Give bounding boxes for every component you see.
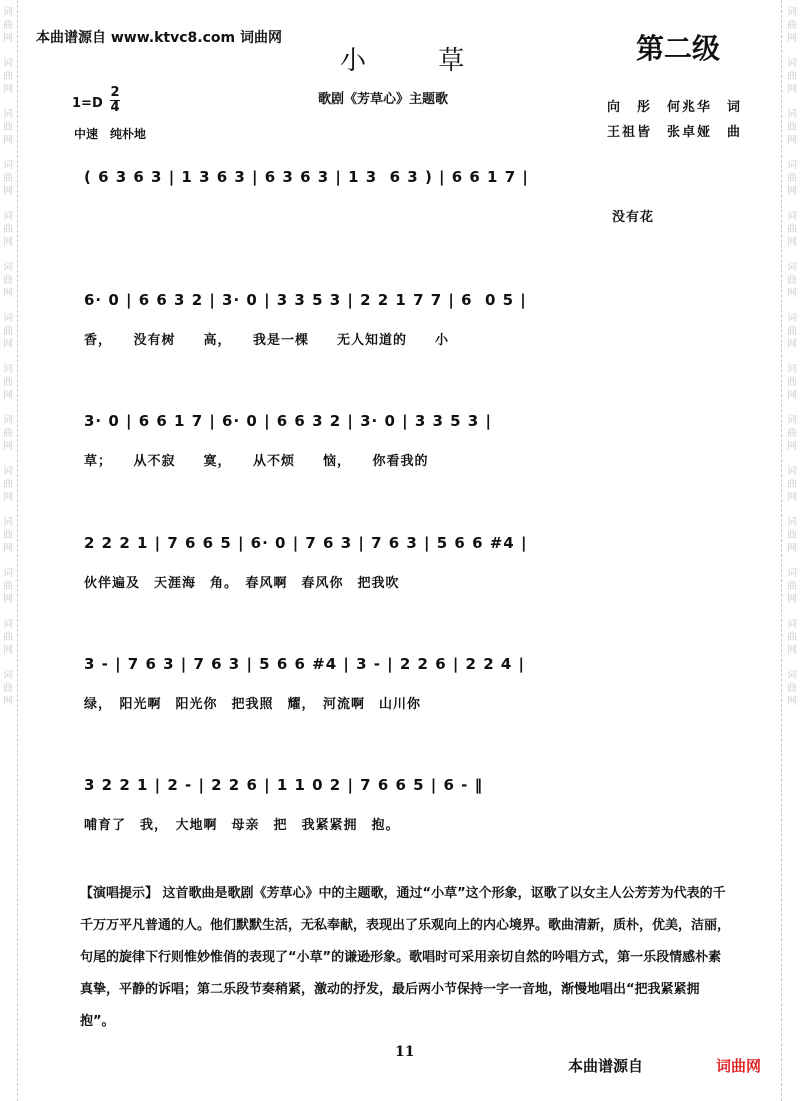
watermark-char: 曲 [787, 377, 797, 388]
right-margin-line [781, 0, 782, 1101]
watermark-char: 曲 [787, 224, 797, 235]
footer-site: 词曲网 [716, 1057, 762, 1075]
watermark-char: 网 [787, 441, 797, 452]
watermark-char: 网 [3, 594, 13, 605]
watermark-char: 词 [3, 262, 13, 273]
watermark-char: 网 [787, 696, 797, 707]
watermark-unit [787, 306, 797, 357]
watermark-unit [3, 357, 13, 408]
watermark-char: 网 [3, 696, 13, 707]
watermark-unit [3, 561, 13, 612]
notes-line-2: 6· 0 | 6 6 3 2 | 3· 0 | 3 3 5 3 | 2 2 1 7 7 | 6 0 5 | [84, 291, 527, 309]
key-signature: 1=D [72, 96, 103, 111]
lyrics-line-6: 哺育了 我， 大地啊 母亲 把 我紧紧拥 抱。 [84, 818, 400, 833]
watermark-char: 词 [3, 211, 13, 222]
watermark-unit [787, 357, 797, 408]
watermark-char: 词 [787, 517, 797, 528]
watermark-char: 词 [787, 211, 797, 222]
watermark-char: 词 [787, 313, 797, 324]
watermark-char: 词 [3, 58, 13, 69]
watermark-char: 词 [3, 313, 13, 324]
watermark-char: 曲 [787, 122, 797, 133]
watermark-char: 词 [787, 109, 797, 120]
watermark-char: 词 [787, 7, 797, 18]
watermark-unit [3, 153, 13, 204]
watermark-char: 网 [3, 492, 13, 503]
time-signature [110, 86, 120, 115]
meter-bottom: 4 [110, 100, 120, 115]
watermark-char: 词 [3, 7, 13, 18]
watermark-unit [787, 663, 797, 714]
left-watermark [0, 0, 16, 1101]
lyricist-credit: 向 彤 何兆华 词 [607, 100, 743, 115]
watermark-unit [3, 510, 13, 561]
watermark-char: 曲 [787, 479, 797, 490]
watermark-char: 曲 [3, 275, 13, 286]
watermark-char: 词 [787, 619, 797, 630]
watermark-char: 曲 [787, 632, 797, 643]
watermark-char: 网 [3, 84, 13, 95]
page-number: 11 [395, 1044, 415, 1060]
song-title: 小 草 [340, 46, 497, 76]
watermark-char: 网 [3, 288, 13, 299]
meter-top: 2 [110, 85, 120, 100]
hint-text: 这首歌曲是歌剧《芳草心》中的主题歌，通过“小草”这个形象，讴歌了以女主人公芳芳为代表的千千万万平凡普通的人。他们默默生活，无私奉献，表现出了乐观向上的内心境界。歌曲清新，质朴，优美，洁丽，句尾的旋律下行则惟妙惟俏的表现了“小草”的谦逊形象。歌唱时可采用亲切自然的吟唱方式，第一乐段情感朴素真挚，平静的诉唱；第二乐段节奏稍紧，激动的抒发，最后两小节保持一字一音地，渐慢地唱出“把我紧紧拥抱”。 [80, 886, 731, 1029]
watermark-char: 曲 [3, 71, 13, 82]
watermark-char: 网 [3, 390, 13, 401]
watermark-unit [787, 51, 797, 102]
watermark-unit [787, 612, 797, 663]
watermark-char: 网 [3, 645, 13, 656]
watermark-char: 曲 [787, 683, 797, 694]
notes-line-3: 3· 0 | 6 6 1 7 | 6· 0 | 6 6 3 2 | 3· 0 | 3 3 5 3 | [84, 412, 492, 430]
watermark-char: 网 [3, 135, 13, 146]
notes-line-1: ( 6 3 6 3 | 1 3 6 3 | 6 3 6 3 | 1 3 6 3 ) | 6 6 1 7 | [84, 168, 529, 186]
watermark-char: 词 [3, 160, 13, 171]
watermark-unit [787, 561, 797, 612]
watermark-unit [3, 306, 13, 357]
watermark-char: 网 [787, 84, 797, 95]
watermark-unit [3, 459, 13, 510]
tempo-marking: 中速 纯朴地 [74, 127, 147, 141]
hint-label: 【演唱提示】 [80, 886, 159, 901]
watermark-char: 网 [787, 186, 797, 197]
notes-line-5: 3 - | 7 6 3 | 7 6 3 | 5 6 6 #4 | 3 - | 2 2 6 | 2 2 4 | [84, 655, 526, 673]
watermark-char: 曲 [787, 173, 797, 184]
watermark-char: 曲 [787, 428, 797, 439]
watermark-char: 曲 [787, 530, 797, 541]
watermark-unit [787, 153, 797, 204]
watermark-char: 词 [787, 160, 797, 171]
watermark-char: 网 [3, 33, 13, 44]
watermark-char: 词 [787, 415, 797, 426]
watermark-char: 曲 [3, 632, 13, 643]
watermark-char: 网 [3, 543, 13, 554]
watermark-char: 词 [3, 364, 13, 375]
watermark-char: 网 [787, 645, 797, 656]
watermark-char: 网 [787, 594, 797, 605]
watermark-char: 词 [3, 619, 13, 630]
watermark-unit [3, 51, 13, 102]
lyrics-line-4: 伙伴遍及 天涯海 角。 春风啊 春风你 把我吹 [84, 576, 400, 591]
watermark-char: 曲 [3, 326, 13, 337]
watermark-char: 网 [787, 390, 797, 401]
watermark-char: 曲 [787, 326, 797, 337]
watermark-char: 曲 [787, 71, 797, 82]
watermark-char: 曲 [3, 20, 13, 31]
watermark-unit [3, 663, 13, 714]
watermark-char: 网 [787, 339, 797, 350]
watermark-char: 词 [3, 415, 13, 426]
watermark-char: 词 [3, 670, 13, 681]
watermark-char: 词 [3, 568, 13, 579]
watermark-char: 词 [787, 364, 797, 375]
watermark-char: 词 [3, 466, 13, 477]
watermark-char: 曲 [787, 581, 797, 592]
watermark-char: 词 [3, 517, 13, 528]
watermark-char: 网 [787, 543, 797, 554]
level-label: 第二级 [636, 32, 721, 65]
watermark-char: 词 [787, 670, 797, 681]
singing-hint [80, 878, 730, 1038]
notes-line-4: 2 2 2 1 | 7 6 6 5 | 6· 0 | 7 6 3 | 7 6 3 | 5 6 6 #4 | [84, 534, 528, 552]
watermark-char: 曲 [3, 173, 13, 184]
watermark-char: 曲 [3, 122, 13, 133]
watermark-char: 网 [3, 441, 13, 452]
song-subtitle: 歌剧《芳草心》主题歌 [318, 92, 449, 107]
composer-credit: 王祖皆 张卓娅 曲 [607, 125, 743, 140]
watermark-char: 网 [3, 186, 13, 197]
right-watermark [784, 0, 800, 1101]
lyrics-line-3: 草； 从不寂 寞， 从不烦 恼， 你看我的 [84, 454, 429, 469]
watermark-char: 曲 [787, 275, 797, 286]
watermark-unit [3, 408, 13, 459]
watermark-char: 网 [787, 492, 797, 503]
watermark-char: 网 [787, 237, 797, 248]
watermark-char: 曲 [3, 530, 13, 541]
watermark-char: 词 [787, 466, 797, 477]
watermark-char: 曲 [3, 377, 13, 388]
watermark-char: 词 [3, 109, 13, 120]
watermark-unit [787, 0, 797, 51]
watermark-unit [3, 102, 13, 153]
watermark-char: 曲 [3, 428, 13, 439]
watermark-char: 网 [3, 237, 13, 248]
watermark-char: 网 [787, 135, 797, 146]
lyrics-line-1: 没有花 [612, 210, 655, 225]
watermark-char: 词 [787, 58, 797, 69]
watermark-unit [787, 459, 797, 510]
watermark-unit [3, 612, 13, 663]
watermark-char: 曲 [3, 581, 13, 592]
watermark-char: 网 [787, 288, 797, 299]
watermark-unit [787, 510, 797, 561]
source-header: 本曲谱源自 www.ktvc8.com 词曲网 [36, 30, 282, 46]
watermark-char: 网 [787, 33, 797, 44]
notes-line-6: 3 2 2 1 | 2 - | 2 2 6 | 1 1 0 2 | 7 6 6 5 | 6 - ‖ [84, 776, 484, 794]
watermark-char: 词 [787, 262, 797, 273]
lyrics-line-2: 香， 没有树 高， 我是一棵 无人知道的 小 [84, 333, 450, 348]
watermark-char: 词 [787, 568, 797, 579]
watermark-unit [3, 0, 13, 51]
watermark-unit [787, 255, 797, 306]
left-margin-line [17, 0, 18, 1101]
lyrics-line-5: 绿， 阳光啊 阳光你 把我照 耀， 河流啊 山川你 [84, 697, 422, 712]
watermark-char: 网 [3, 339, 13, 350]
watermark-unit [787, 102, 797, 153]
watermark-unit [787, 204, 797, 255]
watermark-char: 曲 [3, 683, 13, 694]
watermark-unit [3, 255, 13, 306]
watermark-unit [787, 408, 797, 459]
watermark-char: 曲 [787, 20, 797, 31]
watermark-unit [3, 204, 13, 255]
watermark-char: 曲 [3, 479, 13, 490]
footer-source: 本曲谱源自 [568, 1057, 644, 1075]
watermark-char: 曲 [3, 224, 13, 235]
